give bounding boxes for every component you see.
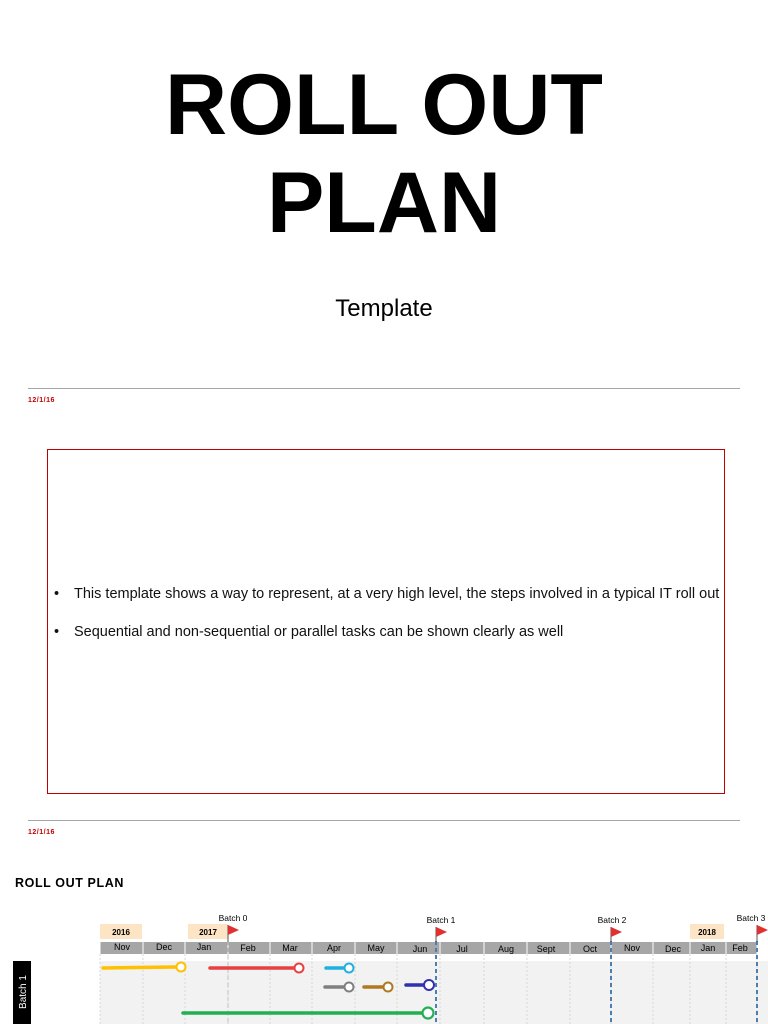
- month-label: Jan: [196, 942, 212, 952]
- month-label: Feb: [240, 943, 256, 953]
- month-label: Nov: [623, 943, 641, 953]
- month-label: Dec: [664, 944, 682, 954]
- month-label: Jul: [456, 944, 468, 954]
- milestone-label: Batch 2: [597, 915, 627, 925]
- slide-divider-2: [28, 820, 740, 821]
- flag-icon: [611, 927, 622, 942]
- bullet-item: • This template shows a way to represent, at a very high level, the steps involved in a typical IT roll out: [74, 585, 734, 604]
- month-label: Sept: [536, 944, 556, 954]
- flag-icon: [436, 927, 447, 942]
- flag-icon: [228, 925, 239, 942]
- month-label: Nov: [113, 942, 131, 952]
- bullet-item: • Sequential and non-sequential or parallel tasks can be shown clearly as well: [74, 623, 734, 642]
- content-box: [47, 449, 725, 794]
- milestone-label: Batch 1: [426, 915, 456, 925]
- year-label: 2017: [199, 928, 217, 937]
- slide-date-1: 12/1/16: [28, 397, 55, 404]
- month-label: Jan: [700, 943, 716, 953]
- flag-icon: [757, 925, 768, 942]
- month-label: Feb: [732, 943, 748, 953]
- milestone-label: Batch 0: [218, 913, 248, 923]
- year-label: 2016: [112, 928, 130, 937]
- year-label: 2018: [698, 928, 716, 937]
- month-label: Oct: [582, 944, 598, 954]
- month-label: Aug: [497, 944, 515, 954]
- slide-divider-1: [28, 388, 740, 389]
- slide-date-2: 12/1/16: [28, 829, 55, 836]
- month-label: May: [367, 943, 385, 953]
- page-subtitle: Template: [335, 295, 433, 322]
- page-title: [0, 56, 768, 252]
- bullet-list: [48, 585, 734, 661]
- month-label: Apr: [326, 943, 342, 953]
- timeline-chart: [0, 900, 768, 1024]
- title-line-2: PLAN: [266, 155, 502, 251]
- month-label: Jun: [412, 944, 428, 954]
- timeline-title: ROLL OUT PLAN: [15, 876, 124, 890]
- month-label: Dec: [155, 942, 173, 952]
- title-line-1: ROLL OUT: [165, 57, 603, 153]
- row-label: Batch 1: [18, 975, 29, 1009]
- milestone-label: Batch 3: [736, 913, 766, 923]
- month-label: Mar: [282, 943, 298, 953]
